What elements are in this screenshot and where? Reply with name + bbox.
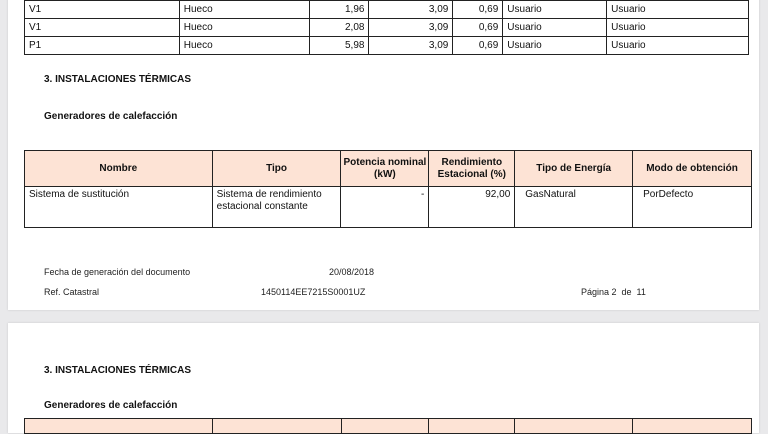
cadastral-ref-label: Ref. Catastral: [44, 287, 100, 297]
column-header: Rendimiento Estacional (%): [429, 151, 515, 187]
opening-mode: Usuario: [503, 19, 607, 37]
opening-name: V1: [25, 19, 180, 37]
opening-value: 0,69: [453, 19, 503, 37]
table-row: [25, 1, 749, 19]
generator-efficiency: 92,00: [429, 187, 515, 228]
opening-value: 1,96: [309, 1, 369, 19]
opening-type: Hueco: [179, 37, 309, 55]
generator-name: Sistema de sustitución: [25, 187, 213, 228]
table-row: [25, 19, 749, 37]
table-row: [25, 37, 749, 55]
openings-table: [24, 0, 749, 55]
generation-date: 20/08/2018: [329, 267, 375, 277]
opening-value: 0,69: [453, 1, 503, 19]
opening-value: 3,09: [369, 37, 453, 55]
table-header-row: [25, 151, 752, 187]
opening-name: V1: [25, 1, 180, 19]
table-row: [25, 187, 752, 228]
opening-mode: Usuario: [607, 37, 749, 55]
generation-date-label: Fecha de generación del documento: [44, 267, 191, 277]
opening-value: 2,08: [309, 19, 369, 37]
subsection-title: Generadores de calefacción: [44, 400, 178, 411]
opening-mode: Usuario: [607, 1, 749, 19]
opening-type: Hueco: [179, 19, 309, 37]
column-header: Tipo de Energía: [515, 151, 633, 187]
opening-value: 3,09: [369, 1, 453, 19]
heating-generators-table-header: [24, 418, 752, 434]
document-page-1: [8, 0, 759, 310]
column-header: Potencia nominal (kW): [341, 151, 429, 187]
opening-name: P1: [25, 37, 180, 55]
column-header: Modo de obtención: [633, 151, 752, 187]
column-header: Nombre: [25, 151, 213, 187]
opening-mode: Usuario: [607, 19, 749, 37]
heating-generators-table: [24, 150, 752, 228]
opening-type: Hueco: [179, 1, 309, 19]
opening-value: 3,09: [369, 19, 453, 37]
section-title: 3. INSTALACIONES TÉRMICAS: [44, 365, 192, 376]
generator-energy-type: GasNatural: [515, 187, 633, 228]
generator-power: -: [341, 187, 429, 228]
opening-value: 0,69: [453, 37, 503, 55]
section-title: 3. INSTALACIONES TÉRMICAS: [44, 74, 192, 85]
document-page-2: [8, 323, 759, 433]
generator-type: Sistema de rendimiento estacional constante: [212, 187, 341, 228]
generator-mode: PorDefecto: [633, 187, 752, 228]
opening-mode: Usuario: [503, 37, 607, 55]
opening-mode: Usuario: [503, 1, 607, 19]
column-header: Tipo: [212, 151, 341, 187]
opening-value: 5,98: [309, 37, 369, 55]
cadastral-ref: 1450114EE7215S0001UZ: [261, 287, 366, 297]
subsection-title: Generadores de calefacción: [44, 111, 178, 122]
page-number: Página 2 de 11: [581, 287, 646, 297]
